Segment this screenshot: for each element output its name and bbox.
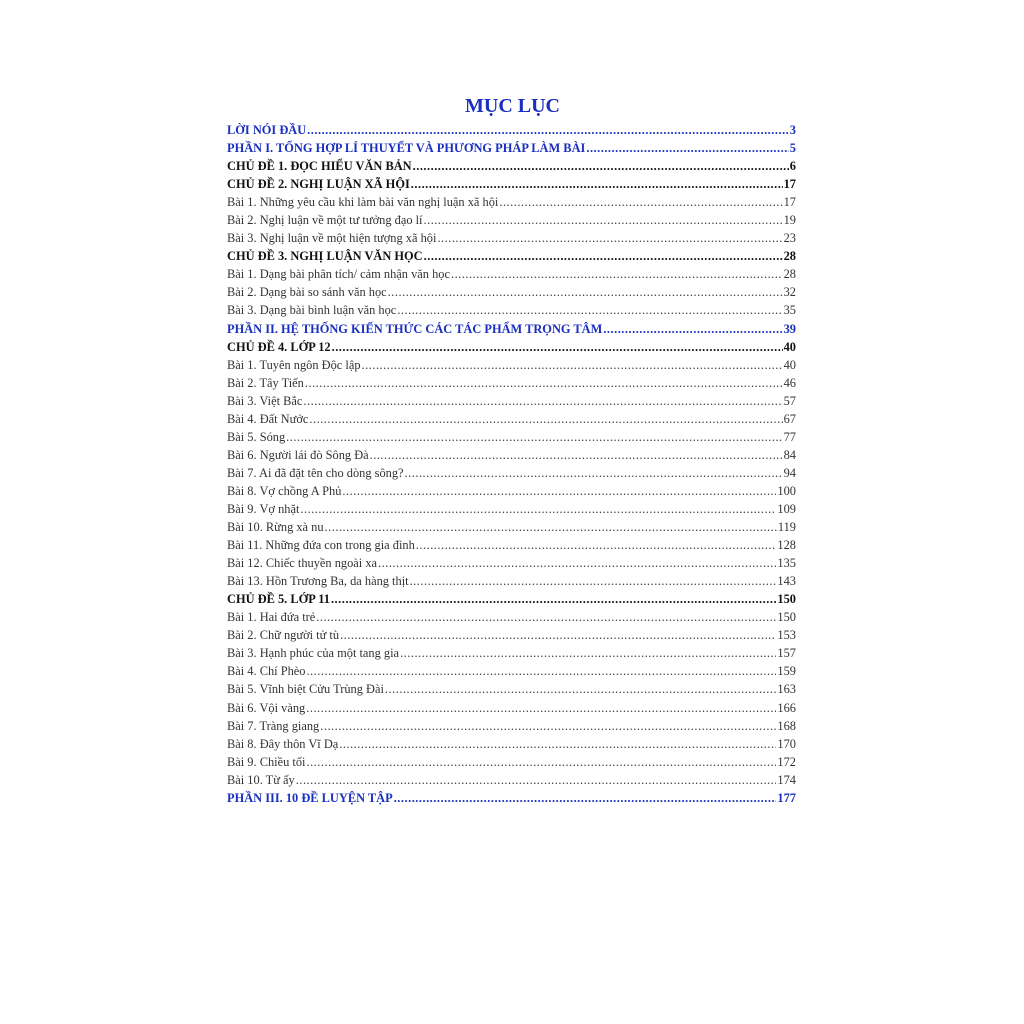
toc-entry-page: 143 [777, 574, 796, 589]
toc-entry[interactable] [227, 699, 796, 717]
dot-leader [416, 536, 777, 554]
dot-leader [339, 735, 776, 753]
toc-entry[interactable] [227, 157, 796, 175]
toc-entry[interactable] [227, 428, 796, 446]
toc-entry[interactable] [227, 374, 796, 392]
toc-entry-page: 32 [783, 285, 796, 300]
toc-entry-page: 150 [777, 610, 796, 625]
toc-entry[interactable] [227, 338, 796, 356]
toc-entry-page: 5 [789, 141, 796, 156]
toc-entry[interactable] [227, 139, 796, 157]
toc-entry[interactable] [227, 789, 796, 807]
toc-entry-label: Bài 1. Hai đứa trẻ [227, 610, 316, 625]
dot-leader [405, 464, 783, 482]
toc-entry-label: Bài 8. Vợ chồng A Phủ [227, 483, 342, 498]
dot-leader [394, 789, 777, 807]
dot-leader [410, 572, 777, 590]
dot-leader [451, 265, 783, 283]
toc-entry-page: 40 [783, 357, 796, 372]
toc-entry-page: 17 [783, 177, 796, 192]
toc-entry-label: Bài 1. Tuyên ngôn Độc lập [227, 357, 361, 372]
dot-leader [400, 644, 776, 662]
toc-entry-page: 150 [777, 592, 796, 607]
dot-leader [437, 229, 782, 247]
toc-entry[interactable] [227, 572, 796, 590]
toc-entry[interactable] [227, 590, 796, 608]
toc-entry[interactable] [227, 735, 796, 753]
dot-leader [411, 175, 783, 193]
dot-leader [303, 392, 782, 410]
toc-entry-label: Bài 6. Người lái đò Sông Đà [227, 447, 369, 462]
dot-leader [309, 410, 782, 428]
toc-entry-page: 28 [783, 249, 796, 264]
dot-leader [316, 608, 776, 626]
toc-entry-label: Bài 3. Việt Bắc [227, 393, 303, 408]
toc-entry[interactable] [227, 301, 796, 319]
toc-entry-label: CHỦ ĐỀ 5. LỚP 11 [227, 592, 330, 607]
toc-entry-label: Bài 10. Từ ấy [227, 772, 295, 787]
toc-entry-label: Bài 3. Hạnh phúc của một tang gia [227, 646, 400, 661]
toc-entry[interactable] [227, 680, 796, 698]
dot-leader [300, 500, 776, 518]
toc-entry-page: 35 [783, 303, 796, 318]
toc-entry-label: PHẦN II. HỆ THỐNG KIẾN THỨC CÁC TÁC PHẨM TRỌNG TÂM [227, 321, 603, 336]
toc-entry[interactable] [227, 771, 796, 789]
toc-entry-label: Bài 9. Chiều tối [227, 754, 306, 769]
toc-entry[interactable] [227, 283, 796, 301]
toc-entry[interactable] [227, 662, 796, 680]
toc-entry[interactable] [227, 356, 796, 374]
dot-leader [424, 247, 783, 265]
toc-entry-label: CHỦ ĐỀ 1. ĐỌC HIỂU VĂN BẢN [227, 159, 412, 174]
toc-entry-page: 159 [777, 664, 796, 679]
dot-leader [286, 428, 782, 446]
toc-entry-label: Bài 3. Dạng bài bình luận văn học [227, 303, 397, 318]
dot-leader [385, 680, 776, 698]
toc-entry-label: Bài 8. Đây thôn Vĩ Dạ [227, 736, 339, 751]
toc-entry-label: Bài 1. Những yêu cầu khi làm bài văn nghị luận xã hội [227, 195, 499, 210]
dot-leader [306, 662, 776, 680]
toc-entry[interactable] [227, 175, 796, 193]
toc-entry[interactable] [227, 500, 796, 518]
toc-entry[interactable] [227, 265, 796, 283]
toc-entry[interactable] [227, 536, 796, 554]
toc-entry[interactable] [227, 121, 796, 139]
dot-leader [331, 590, 776, 608]
toc-entry-label: CHỦ ĐỀ 2. NGHỊ LUẬN XÃ HỘI [227, 177, 410, 192]
dot-leader [388, 283, 783, 301]
toc-title: MỤC LỤC [465, 95, 560, 117]
toc-entry-page: 163 [777, 682, 796, 697]
toc-entry[interactable] [227, 320, 796, 338]
toc-entry-page: 28 [783, 267, 796, 282]
toc-entry-label: Bài 4. Chí Phèo [227, 664, 306, 679]
toc-entry-page: 135 [777, 556, 796, 571]
dot-leader [307, 121, 789, 139]
toc-entry-label: Bài 3. Nghị luận về một hiện tượng xã hội [227, 231, 437, 246]
toc-entry-label: Bài 2. Chữ người tử tù [227, 628, 340, 643]
toc-entry-page: 157 [777, 646, 796, 661]
toc-entry-label: Bài 2. Nghị luận về một tư tưởng đạo lí [227, 213, 423, 228]
dot-leader [296, 771, 777, 789]
dot-leader [362, 356, 783, 374]
toc-entry-page: 94 [783, 465, 796, 480]
toc-entry-label: Bài 6. Vội vàng [227, 700, 306, 715]
dot-leader [424, 211, 783, 229]
toc-entry-page: 172 [777, 754, 796, 769]
toc-entry-page: 153 [777, 628, 796, 643]
dot-leader [306, 699, 776, 717]
dot-leader [603, 320, 782, 338]
toc-entry-page: 174 [777, 772, 796, 787]
toc-entry-page: 6 [789, 159, 796, 174]
toc-entry-page: 3 [789, 123, 796, 137]
dot-leader [325, 518, 777, 536]
toc-entry[interactable] [227, 247, 796, 265]
toc-entry-label: Bài 7. Ai đã đặt tên cho dòng sông? [227, 465, 404, 480]
toc-entry-label: CHỦ ĐỀ 3. NGHỊ LUẬN VĂN HỌC [227, 249, 423, 264]
dot-leader [499, 193, 782, 211]
dot-leader [397, 301, 782, 319]
dot-leader [306, 753, 776, 771]
toc-entries [227, 121, 796, 807]
toc-entry-page: 17 [783, 195, 796, 210]
toc-entry[interactable] [227, 229, 796, 247]
toc-entry-page: 109 [777, 501, 796, 516]
dot-leader [370, 446, 783, 464]
toc-entry-page: 100 [777, 483, 796, 498]
toc-entry[interactable] [227, 644, 796, 662]
toc-entry[interactable] [227, 753, 796, 771]
toc-entry[interactable] [227, 482, 796, 500]
toc-entry[interactable] [227, 211, 796, 229]
toc-entry-label: Bài 5. Vĩnh biệt Cửu Trùng Đài [227, 682, 384, 697]
toc-entry-label: Bài 12. Chiếc thuyền ngoài xa [227, 556, 378, 571]
toc-entry[interactable] [227, 392, 796, 410]
toc-entry-label: LỜI NÓI ĐẦU [227, 123, 307, 137]
toc-entry-label: Bài 9. Vợ nhặt [227, 501, 300, 516]
toc-entry-label: Bài 2. Dạng bài so sánh văn học [227, 285, 387, 300]
toc-entry[interactable] [227, 608, 796, 626]
toc-entry-page: 168 [777, 718, 796, 733]
toc-entry-page: 39 [783, 321, 796, 336]
toc-entry-label: Bài 2. Tây Tiến [227, 375, 304, 390]
toc-entry-label: Bài 5. Sóng [227, 429, 286, 444]
toc-entry-page: 19 [783, 213, 796, 228]
toc-entry-page: 67 [783, 411, 796, 426]
toc-entry-page: 166 [777, 700, 796, 715]
toc-entry-label: PHẦN I. TỔNG HỢP LÍ THUYẾT VÀ PHƯƠNG PHÁP LÀM BÀI [227, 141, 586, 156]
toc-entry-page: 177 [777, 790, 796, 805]
toc-entry-label: Bài 1. Dạng bài phân tích/ cảm nhận văn học [227, 267, 450, 282]
toc-entry[interactable] [227, 446, 796, 464]
toc-entry-page: 23 [783, 231, 796, 246]
toc-entry[interactable] [227, 193, 796, 211]
dot-leader [332, 338, 783, 356]
toc-entry-page: 119 [777, 520, 796, 535]
toc-entry-label: Bài 13. Hồn Trương Ba, da hàng thịt [227, 574, 409, 589]
dot-leader [320, 717, 776, 735]
toc-entry-page: 170 [777, 736, 796, 751]
dot-leader [342, 482, 776, 500]
dot-leader [413, 157, 789, 175]
toc-entry-page: 46 [783, 375, 796, 390]
toc-entry[interactable] [227, 464, 796, 482]
dot-leader [378, 554, 776, 572]
toc-entry-page: 57 [783, 393, 796, 408]
toc-entry-page: 77 [783, 429, 796, 444]
toc-entry[interactable] [227, 410, 796, 428]
toc-entry[interactable] [227, 518, 796, 536]
toc-entry-label: Bài 11. Những đứa con trong gia đình [227, 538, 415, 553]
toc-entry-label: Bài 7. Tràng giang [227, 718, 320, 733]
table-of-contents [227, 94, 796, 807]
dot-leader [305, 374, 783, 392]
toc-entry-page: 84 [783, 447, 796, 462]
toc-entry[interactable] [227, 717, 796, 735]
toc-entry-page: 40 [783, 339, 796, 354]
toc-entry-page: 128 [777, 538, 796, 553]
toc-entry[interactable] [227, 626, 796, 644]
toc-entry-label: CHỦ ĐỀ 4. LỚP 12 [227, 339, 331, 354]
toc-entry-label: Bài 10. Rừng xà nu [227, 520, 324, 535]
toc-entry-label: PHẦN III. 10 ĐỀ LUYỆN TẬP [227, 790, 393, 805]
dot-leader [340, 626, 776, 644]
toc-entry-label: Bài 4. Đất Nước [227, 411, 309, 426]
dot-leader [586, 139, 788, 157]
toc-entry[interactable] [227, 554, 796, 572]
